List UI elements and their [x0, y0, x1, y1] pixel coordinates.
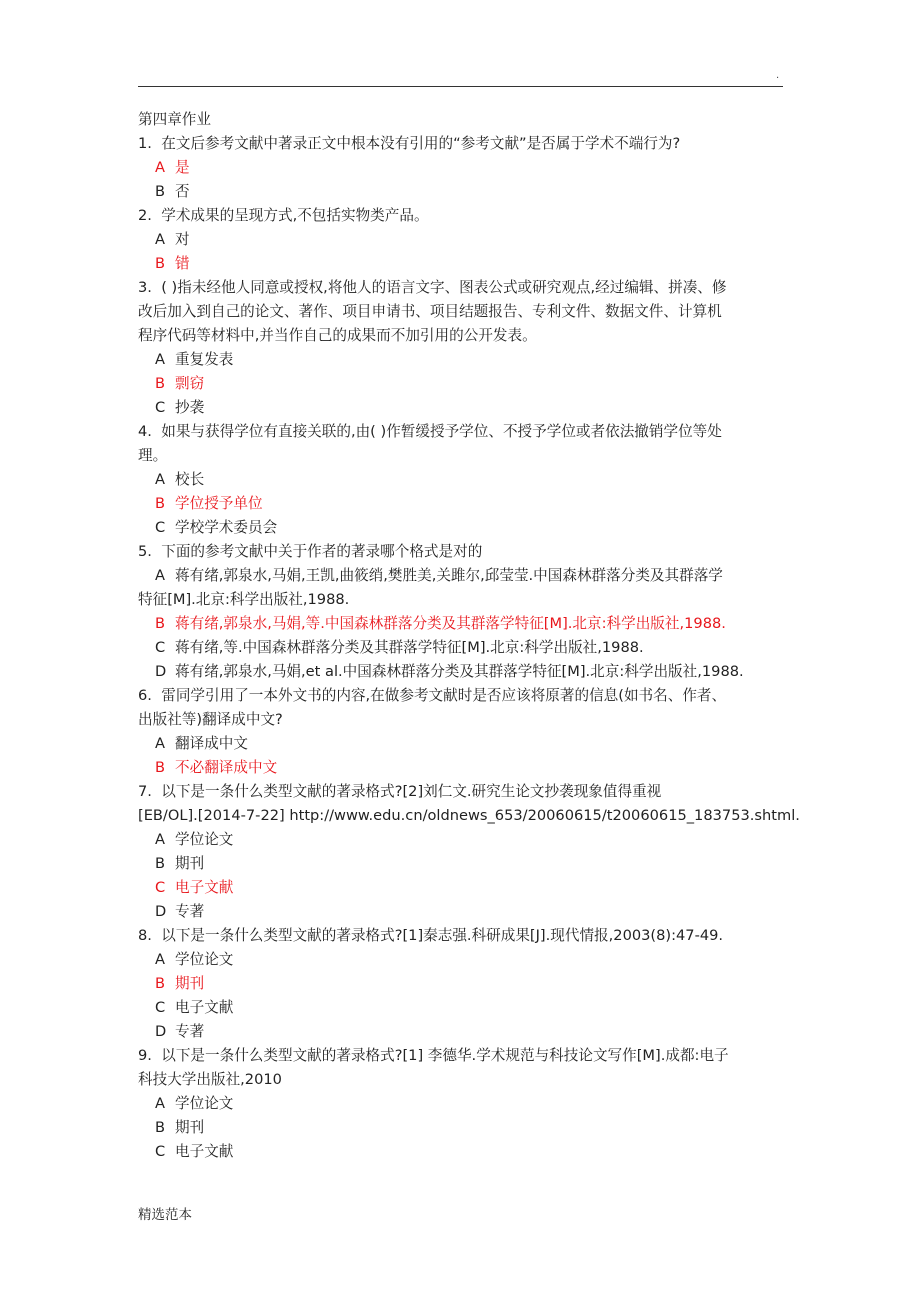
- option-label: B: [155, 975, 166, 992]
- option-c: [138, 1140, 798, 1164]
- option-label: B: [155, 495, 166, 512]
- question-text: 学术成果的呈现方式,不包括实物类产品。: [161, 207, 429, 224]
- option-c: [138, 516, 798, 540]
- option-label: A: [155, 567, 165, 584]
- question-text: 科技大学出版社,2010: [138, 1071, 282, 1088]
- option-label: B: [155, 855, 166, 872]
- question-stem: [138, 924, 798, 948]
- option-a: [138, 1092, 798, 1116]
- question-text: 雷同学引用了一本外文书的内容,在做参考文献时是否应该将原著的信息(如书名、作者、: [161, 687, 727, 704]
- question-2: [138, 204, 798, 276]
- question-stem-continuation: [138, 444, 798, 468]
- option-b: [138, 612, 798, 636]
- option-a: [138, 948, 798, 972]
- option-label: C: [155, 519, 166, 536]
- question-text: 以下是一条什么类型文献的著录格式?[1] 李德华.学术规范与科技论文写作[M].成都:电子: [161, 1047, 729, 1064]
- document-body: [138, 108, 798, 1164]
- header-rule: [138, 86, 783, 87]
- option-b: [138, 252, 798, 276]
- question-stem-continuation: [138, 300, 798, 324]
- option-text-continuation: 特征[M].北京:科学出版社,1988.: [138, 591, 350, 608]
- question-text: 理。: [138, 447, 168, 464]
- footer-text: 精选范本: [138, 1207, 192, 1223]
- question-stem: [138, 132, 798, 156]
- option-text: 专著: [175, 1023, 205, 1040]
- option-label: A: [155, 735, 165, 752]
- question-text: 如果与获得学位有直接关联的,由( )作暂缓授予学位、不授予学位或者依法撤销学位等处: [161, 423, 722, 440]
- option-b: [138, 180, 798, 204]
- page-title: 第四章作业: [138, 111, 211, 128]
- question-stem: [138, 204, 798, 228]
- option-text: 电子文献: [175, 999, 234, 1016]
- question-stem: [138, 684, 798, 708]
- option-d: [138, 660, 798, 684]
- option-label: C: [155, 879, 166, 896]
- option-c: [138, 396, 798, 420]
- question-stem: [138, 780, 798, 804]
- question-1: [138, 132, 798, 204]
- option-text: 错: [175, 255, 190, 272]
- option-label: A: [155, 1095, 165, 1112]
- option-label: A: [155, 159, 165, 176]
- question-text: 出版社等)翻译成中文?: [138, 711, 283, 728]
- question-text: 程序代码等材料中,并当作自己的成果而不加引用的公开发表。: [138, 327, 537, 344]
- option-text: 学位论文: [175, 1095, 234, 1112]
- question-number: 2.: [138, 207, 152, 224]
- option-a: [138, 828, 798, 852]
- option-text: 重复发表: [175, 351, 234, 368]
- question-text: 以下是一条什么类型文献的著录格式?[1]秦志强.科研成果[J].现代情报,2003(8):47-49.: [161, 927, 724, 944]
- question-6: [138, 684, 798, 780]
- question-number: 7.: [138, 783, 152, 800]
- option-text: 是: [175, 159, 190, 176]
- option-label: A: [155, 951, 165, 968]
- option-label: B: [155, 759, 166, 776]
- option-label: B: [155, 375, 166, 392]
- option-label: A: [155, 231, 165, 248]
- question-8: [138, 924, 798, 1044]
- option-label: D: [155, 1023, 167, 1040]
- option-text: 期刊: [175, 855, 205, 872]
- question-stem-continuation: [138, 708, 798, 732]
- question-4: [138, 420, 798, 540]
- question-stem-continuation: [138, 324, 798, 348]
- option-label: A: [155, 351, 165, 368]
- question-text: [EB/OL].[2014-7-22] http://www.edu.cn/oldnews_653/20060615/t20060615_183753.shtml.: [138, 807, 800, 824]
- option-label: B: [155, 615, 166, 632]
- option-text: 电子文献: [175, 879, 234, 896]
- option-label: B: [155, 183, 166, 200]
- option-a: [138, 156, 798, 180]
- option-text: 蒋有绪,郭泉水,马娟,等.中国森林群落分类及其群落学特征[M].北京:科学出版社,1988.: [175, 615, 726, 632]
- option-text: 期刊: [175, 1119, 205, 1136]
- option-a: [138, 564, 798, 588]
- option-text: 学位论文: [175, 831, 234, 848]
- option-a: [138, 348, 798, 372]
- option-c: [138, 996, 798, 1020]
- option-a: [138, 228, 798, 252]
- option-text: 否: [175, 183, 190, 200]
- option-label: C: [155, 639, 166, 656]
- question-stem: [138, 420, 798, 444]
- option-text: 学位论文: [175, 951, 234, 968]
- option-label: B: [155, 1119, 166, 1136]
- option-label: A: [155, 831, 165, 848]
- question-stem-continuation: [138, 1068, 798, 1092]
- question-7: [138, 780, 798, 924]
- question-stem: [138, 540, 798, 564]
- option-b: [138, 372, 798, 396]
- question-stem: [138, 1044, 798, 1068]
- option-text: 学位授予单位: [175, 495, 263, 512]
- option-text: 校长: [175, 471, 205, 488]
- question-text: 改后加入到自己的论文、著作、项目申请书、项目结题报告、专利文件、数据文件、计算机: [138, 303, 722, 320]
- option-text: 剽窃: [175, 375, 205, 392]
- option-b: [138, 972, 798, 996]
- header-dot: .: [776, 70, 780, 81]
- option-c: [138, 636, 798, 660]
- option-text: 蒋有绪,郭泉水,马娟,et al.中国森林群落分类及其群落学特征[M].北京:科学出版社,1988.: [175, 663, 744, 680]
- option-text: 专著: [175, 903, 205, 920]
- option-b: [138, 492, 798, 516]
- question-number: 8.: [138, 927, 152, 944]
- option-label: A: [155, 471, 165, 488]
- question-9: [138, 1044, 798, 1164]
- question-number: 4.: [138, 423, 152, 440]
- question-list: [138, 132, 798, 1164]
- option-d: [138, 1020, 798, 1044]
- question-number: 6.: [138, 687, 152, 704]
- option-label: D: [155, 663, 167, 680]
- option-label: D: [155, 903, 167, 920]
- question-text: ( )指未经他人同意或授权,将他人的语言文字、图表公式或研究观点,经过编辑、拼凑、修: [161, 279, 727, 296]
- option-text: 对: [175, 231, 190, 248]
- option-text: 电子文献: [175, 1143, 234, 1160]
- option-c: [138, 876, 798, 900]
- option-label: C: [155, 1143, 166, 1160]
- question-stem-continuation: [138, 804, 798, 828]
- option-d: [138, 900, 798, 924]
- option-label: B: [155, 255, 166, 272]
- option-label: C: [155, 999, 166, 1016]
- option-text: 蒋有绪,郭泉水,马娟,王凯,曲筱绡,樊胜美,关雎尔,邱莹莹.中国森林群落分类及其群落学: [175, 567, 723, 584]
- question-3: [138, 276, 798, 420]
- question-text: 在文后参考文献中著录正文中根本没有引用的“参考文献”是否属于学术不端行为?: [161, 135, 681, 152]
- option-label: C: [155, 399, 166, 416]
- question-number: 1.: [138, 135, 152, 152]
- option-a: [138, 468, 798, 492]
- option-text: 抄袭: [175, 399, 205, 416]
- option-text: 蒋有绪,等.中国森林群落分类及其群落学特征[M].北京:科学出版社,1988.: [175, 639, 644, 656]
- option-a: [138, 732, 798, 756]
- option-text: 不必翻译成中文: [175, 759, 278, 776]
- question-number: 3.: [138, 279, 152, 296]
- option-b: [138, 1116, 798, 1140]
- question-stem: [138, 276, 798, 300]
- question-5: [138, 540, 798, 684]
- option-b: [138, 756, 798, 780]
- question-number: 9.: [138, 1047, 152, 1064]
- option-text: 翻译成中文: [175, 735, 248, 752]
- question-text: 下面的参考文献中关于作者的著录哪个格式是对的: [161, 543, 483, 560]
- option-b: [138, 852, 798, 876]
- question-text: 以下是一条什么类型文献的著录格式?[2]刘仁文.研究生论文抄袭现象值得重视: [161, 783, 662, 800]
- option-text: 学校学术委员会: [175, 519, 278, 536]
- option-text: 期刊: [175, 975, 205, 992]
- question-number: 5.: [138, 543, 152, 560]
